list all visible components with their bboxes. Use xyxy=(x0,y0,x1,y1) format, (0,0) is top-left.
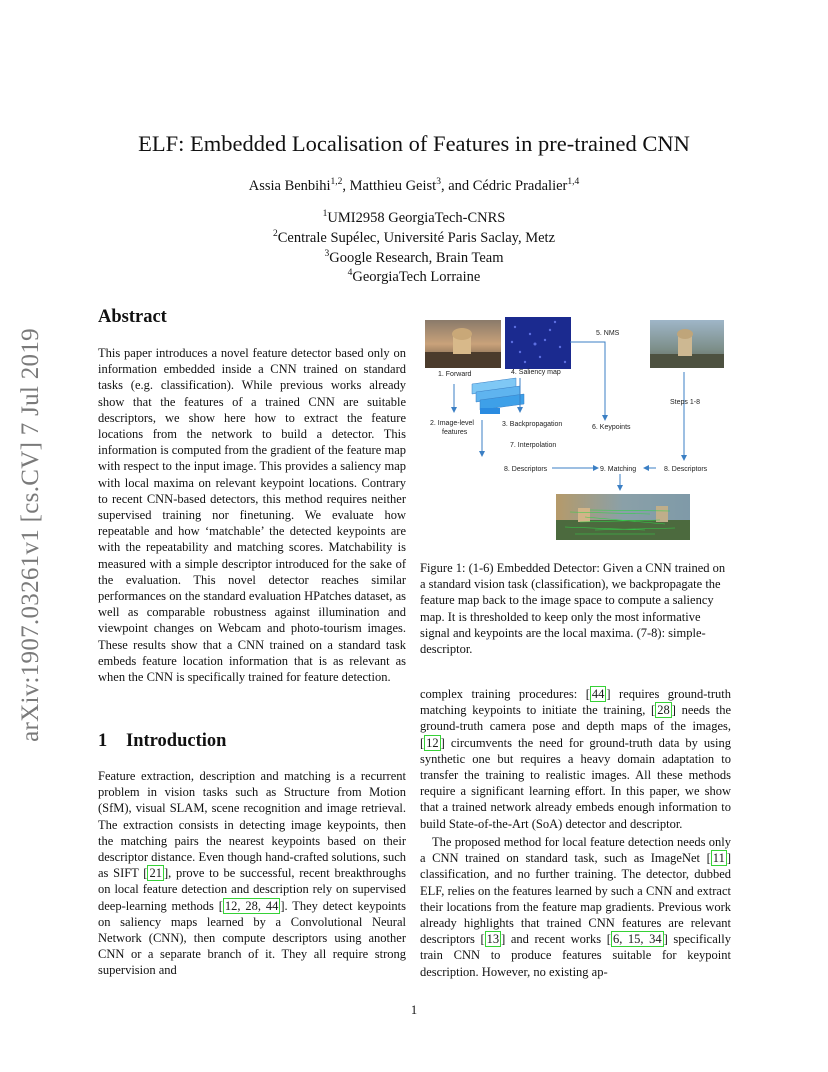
cnn-feature-block xyxy=(472,378,524,414)
intro-paragraph: Feature extraction, description and matching is a recurrent problem in vision tasks such as Structure from Motion (SfM), visual SLAM, scene recognition and image retrieval. The extraction consists in detecting image keypoints, then the matching pairs the nearest keypoints based on their descriptor distance. Even though hand-crafted solutions, such as SIFT [ 21 ], prove to be successful, recent breakthroughs on local feature detection and description rely on supervised deep-learning methods [ 12, 28, 44 ]. They detect keypoints on saliency maps learned by a Convolutional Neural Network (CNN), then compute descriptors using another CNN or a separate branch of it. They all require strong supervision and xyxy=(98,769,406,978)
citation-link[interactable]: 28 xyxy=(657,703,670,718)
abstract-heading: Abstract xyxy=(98,307,167,327)
citation-link[interactable]: 44 xyxy=(591,687,605,701)
page-number: 1 xyxy=(410,1003,418,1017)
citation-link[interactable]: 12 xyxy=(426,735,439,750)
label-nms: 5. NMS xyxy=(596,330,620,337)
affiliation: $^4$GeorgiaTech Lorraine xyxy=(347,268,481,285)
abstract-body: This paper introduces a novel feature detector based only on information embedded inside a CNN trained on standard tasks (e.g. classification). While previous works already show that the features of a trained CNN are suitable descriptors, we show here how to extract the feature locations from the network to build a detector. This information is computed from the gradient of the feature map with respect to the input image. This provides a saliency map with local maxima on relevant keypoint locations. Contrary to recent CNN-based detectors, this method requires neither supervised training nor finetuning. We evaluate how repeatable and how ‘matchable’ the detected keypoints are with the repeatability and matching scores. Matchability is measured with a simple descriptor introduced for the sake of the evaluation. This novel detector reaches similar performances on the standard evaluation HPatches dataset, as well as comparable robustness against illumination and viewpoint changes on Webcam and photo-tourism images. These results show that a CNN trained on a standard task embeds feature location information that is as relevant as when the CNN is specifically trained for feature detection. xyxy=(98,346,406,685)
affiliation: $^3$Google Research, Brain Team xyxy=(324,249,504,266)
citation-link[interactable]: 12, 28, 44 xyxy=(224,898,279,913)
citation-link[interactable]: 11 xyxy=(712,851,725,866)
figure-caption: Figure 1: (1-6) Embedded Detector: Given a CNN trained on a standard vision task (classification), we backpropagate the feature map back to the image space to compute a saliency map. It is thresholded to keep only the most informative signal and keypoints are the local maxima. (7-8): simple-descriptor. xyxy=(420,561,726,657)
figure-1-pipeline xyxy=(420,312,731,544)
author-list: Assia Benbihi$^{1,2}$, Matthieu Geist$^3$, and Cédric Pradalier$^{1,4}$ xyxy=(248,177,580,194)
label-backpropagation: 3. Backpropagation xyxy=(502,421,563,428)
label-forward: 1. Forward xyxy=(438,371,472,378)
label-keypoints: 6. Keypoints xyxy=(592,424,631,431)
label-descriptors-left: 8. Descriptors xyxy=(504,466,548,473)
saliency-map-image xyxy=(505,317,571,369)
citation-link[interactable]: 21 xyxy=(149,866,162,881)
intro-paragraph: The proposed method for local feature detection needs only a CNN trained on standard task, such as ImageNet [ 11 ] classification, and no further training. The detector, dubbed ELF, relies on the features learned by such a CNN and extract their locations from the feature map gradients. Previous work already highlights that trained CNN features are relevant descriptors [ 13 ] and recent works [ 6, 15, 34 ] specifically train CNN to produce features suitable for keypoint description. However, no existing ap- xyxy=(420,835,731,979)
label-image-level: 2. Image-level xyxy=(430,420,474,427)
affiliation: $^2$Centrale Supélec, Université Paris Saclay, Metz xyxy=(272,229,556,246)
label-descriptors-right: 8. Descriptors xyxy=(664,466,708,473)
label-steps: Steps 1-8 xyxy=(670,399,700,406)
section-heading-introduction: 1 Introduction xyxy=(98,731,227,751)
arxiv-identifier: arXiv:1907.03261v1 [cs.CV] 7 Jul 2019 xyxy=(17,328,44,742)
label-features: features xyxy=(442,429,468,436)
matching-result-image xyxy=(556,494,690,540)
author-name: Matthieu Geist xyxy=(349,178,437,194)
paper-title: ELF: Embedded Localisation of Features in pre-trained CNN xyxy=(138,131,690,156)
input-image-1 xyxy=(425,320,501,368)
affiliation: $^1$UMI2958 GeorgiaTech-CNRS xyxy=(322,209,506,226)
author-name: Assia Benbihi xyxy=(248,178,331,194)
label-interpolation: 7. Interpolation xyxy=(510,442,557,449)
citation-link[interactable]: 13 xyxy=(486,932,500,947)
input-image-2 xyxy=(650,320,724,368)
author-name: Cédric Pradalier xyxy=(472,178,568,194)
label-matching: 9. Matching xyxy=(600,466,637,473)
citation-link[interactable]: 6, 15, 34 xyxy=(612,932,662,947)
intro-paragraph: complex training procedures: [ 44 ] requires ground-truth matching keypoints to initiate the training, [ 28 ] needs the ground-truth camera pose and depth maps of the images, [ 12 ] circumvents the need for ground-truth data by using synthetic one but requires a heavy domain adaptation to transfer the training to realistic images. All these methods require a significant learning effort. In this paper, we show that a trained network already embeds enough information to build State-of-the-Art (SoA) detector and descriptor. xyxy=(420,687,732,831)
label-saliency-map: 4. Saliency map xyxy=(511,369,561,376)
